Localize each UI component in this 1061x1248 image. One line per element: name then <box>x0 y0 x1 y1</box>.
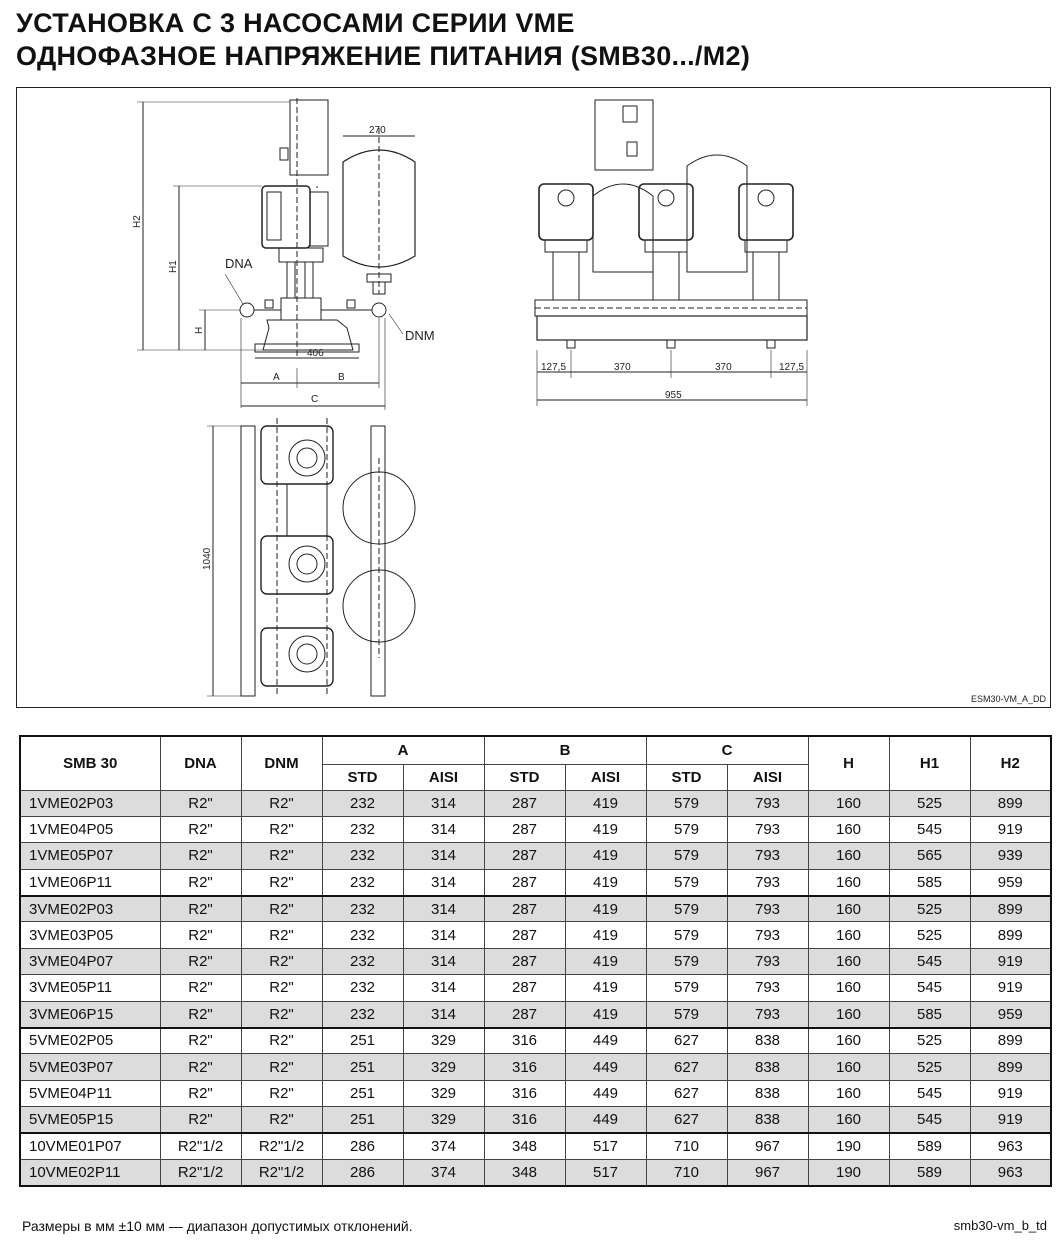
cell-b-std: 287 <box>484 790 565 816</box>
table-row <box>20 1080 1051 1106</box>
cell-h: 160 <box>808 896 889 922</box>
cell-model: 1VME05P07 <box>20 843 160 869</box>
cell-a-std: 232 <box>322 1001 403 1027</box>
cell-h1: 525 <box>889 922 970 948</box>
cell-b-aisi: 419 <box>565 816 646 842</box>
dim-127-5-right-label: 127,5 <box>779 362 805 373</box>
cell-b-std: 316 <box>484 1107 565 1133</box>
dim-370-left-label: 370 <box>614 362 631 373</box>
cell-h: 160 <box>808 975 889 1001</box>
cell-a-std: 232 <box>322 790 403 816</box>
cell-b-std: 287 <box>484 948 565 974</box>
spec-table-container <box>19 735 1050 1187</box>
cell-h1: 565 <box>889 843 970 869</box>
dim-h2-label: H2 <box>132 215 143 228</box>
cell-h2: 919 <box>970 975 1051 1001</box>
drawing-code: ESM30-VM_A_DD <box>970 694 1046 704</box>
cell-h: 160 <box>808 1080 889 1106</box>
cell-h2: 963 <box>970 1133 1051 1159</box>
cell-dna: R2" <box>160 1080 241 1106</box>
cell-b-aisi: 419 <box>565 790 646 816</box>
dna-label: DNA <box>225 256 253 271</box>
cell-h: 160 <box>808 1107 889 1133</box>
dim-955-label: 955 <box>665 390 682 401</box>
dim-127-5-left-label: 127,5 <box>541 362 567 373</box>
dim-c-label: C <box>311 394 319 405</box>
cell-h1: 585 <box>889 1001 970 1027</box>
cell-b-std: 287 <box>484 975 565 1001</box>
cell-h: 160 <box>808 1001 889 1027</box>
cell-b-std: 287 <box>484 1001 565 1027</box>
cell-dnm: R2" <box>241 790 322 816</box>
cell-a-std: 286 <box>322 1159 403 1185</box>
cell-a-aisi: 329 <box>403 1080 484 1106</box>
cell-model: 5VME05P15 <box>20 1107 160 1133</box>
cell-a-std: 251 <box>322 1080 403 1106</box>
cell-h: 160 <box>808 790 889 816</box>
col-header-b: B <box>484 736 646 764</box>
drawing-svg <box>17 88 1052 709</box>
cell-h1: 589 <box>889 1133 970 1159</box>
cell-c-std: 627 <box>646 1028 727 1054</box>
footnote: Размеры в мм ±10 мм — диапазон допустимых отклонений. <box>22 1218 413 1234</box>
cell-h2: 899 <box>970 896 1051 922</box>
cell-dnm: R2" <box>241 1054 322 1080</box>
cell-h2: 919 <box>970 816 1051 842</box>
cell-dna: R2" <box>160 843 241 869</box>
cell-h: 160 <box>808 869 889 895</box>
cell-b-std: 348 <box>484 1159 565 1185</box>
sub-header-c-aisi: AISI <box>727 764 808 790</box>
cell-dnm: R2"1/2 <box>241 1159 322 1185</box>
cell-c-std: 579 <box>646 975 727 1001</box>
cell-a-aisi: 314 <box>403 948 484 974</box>
cell-c-aisi: 793 <box>727 790 808 816</box>
cell-model: 1VME02P03 <box>20 790 160 816</box>
cell-h1: 589 <box>889 1159 970 1185</box>
dim-h1-label: H1 <box>168 260 179 273</box>
page-title-line-1: УСТАНОВКА С 3 НАСОСАМИ СЕРИИ VME <box>16 8 575 38</box>
cell-h2: 959 <box>970 1001 1051 1027</box>
cell-dnm: R2"1/2 <box>241 1133 322 1159</box>
table-row <box>20 1107 1051 1133</box>
col-header-c: C <box>646 736 808 764</box>
cell-model: 5VME03P07 <box>20 1054 160 1080</box>
cell-a-aisi: 314 <box>403 843 484 869</box>
cell-dna: R2" <box>160 922 241 948</box>
table-row <box>20 816 1051 842</box>
cell-model: 3VME03P05 <box>20 922 160 948</box>
cell-b-std: 287 <box>484 896 565 922</box>
cell-dna: R2" <box>160 1001 241 1027</box>
cell-dnm: R2" <box>241 1001 322 1027</box>
col-header-dna: DNA <box>160 736 241 790</box>
cell-c-aisi: 838 <box>727 1054 808 1080</box>
technical-drawing <box>16 87 1051 708</box>
cell-h2: 899 <box>970 922 1051 948</box>
cell-dnm: R2" <box>241 1107 322 1133</box>
cell-b-std: 316 <box>484 1054 565 1080</box>
dnm-label: DNM <box>405 328 435 343</box>
cell-h2: 963 <box>970 1159 1051 1185</box>
cell-a-aisi: 374 <box>403 1159 484 1185</box>
cell-c-aisi: 793 <box>727 896 808 922</box>
table-row <box>20 975 1051 1001</box>
cell-dna: R2"1/2 <box>160 1159 241 1185</box>
cell-dna: R2" <box>160 896 241 922</box>
cell-c-std: 579 <box>646 869 727 895</box>
cell-b-std: 287 <box>484 843 565 869</box>
cell-a-aisi: 314 <box>403 816 484 842</box>
cell-a-aisi: 314 <box>403 896 484 922</box>
cell-h2: 939 <box>970 843 1051 869</box>
cell-b-std: 316 <box>484 1080 565 1106</box>
cell-c-aisi: 967 <box>727 1133 808 1159</box>
cell-dnm: R2" <box>241 816 322 842</box>
table-row <box>20 1001 1051 1027</box>
cell-c-std: 579 <box>646 948 727 974</box>
cell-a-std: 232 <box>322 896 403 922</box>
cell-h1: 525 <box>889 790 970 816</box>
cell-dnm: R2" <box>241 1028 322 1054</box>
table-row <box>20 843 1051 869</box>
cell-dnm: R2" <box>241 1080 322 1106</box>
cell-dna: R2" <box>160 975 241 1001</box>
cell-c-aisi: 838 <box>727 1080 808 1106</box>
table-row <box>20 896 1051 922</box>
cell-model: 5VME04P11 <box>20 1080 160 1106</box>
cell-h1: 545 <box>889 816 970 842</box>
cell-c-aisi: 967 <box>727 1159 808 1185</box>
side-view <box>137 98 415 410</box>
table-row <box>20 1133 1051 1159</box>
cell-h: 160 <box>808 816 889 842</box>
cell-model: 5VME02P05 <box>20 1028 160 1054</box>
col-header-h1: H1 <box>889 736 970 790</box>
cell-h: 160 <box>808 1028 889 1054</box>
cell-a-aisi: 314 <box>403 790 484 816</box>
cell-dna: R2" <box>160 869 241 895</box>
cell-dna: R2" <box>160 948 241 974</box>
cell-h: 160 <box>808 922 889 948</box>
cell-a-std: 232 <box>322 843 403 869</box>
cell-h2: 919 <box>970 1080 1051 1106</box>
col-header-dnm: DNM <box>241 736 322 790</box>
cell-b-std: 287 <box>484 869 565 895</box>
cell-a-std: 251 <box>322 1107 403 1133</box>
cell-b-aisi: 449 <box>565 1080 646 1106</box>
cell-dnm: R2" <box>241 843 322 869</box>
cell-model: 3VME04P07 <box>20 948 160 974</box>
cell-model: 1VME06P11 <box>20 869 160 895</box>
cell-c-std: 710 <box>646 1133 727 1159</box>
cell-b-aisi: 419 <box>565 975 646 1001</box>
cell-a-std: 232 <box>322 975 403 1001</box>
cell-b-std: 348 <box>484 1133 565 1159</box>
cell-c-aisi: 793 <box>727 843 808 869</box>
cell-b-aisi: 449 <box>565 1028 646 1054</box>
cell-a-std: 232 <box>322 869 403 895</box>
cell-b-aisi: 419 <box>565 922 646 948</box>
cell-c-aisi: 793 <box>727 975 808 1001</box>
cell-b-aisi: 517 <box>565 1159 646 1185</box>
cell-c-std: 627 <box>646 1054 727 1080</box>
cell-a-std: 251 <box>322 1028 403 1054</box>
cell-model: 3VME05P11 <box>20 975 160 1001</box>
cell-h1: 545 <box>889 1107 970 1133</box>
cell-model: 3VME06P15 <box>20 1001 160 1027</box>
document-code: smb30-vm_b_td <box>953 1218 1047 1233</box>
front-view <box>535 100 807 406</box>
sub-header-b-aisi: AISI <box>565 764 646 790</box>
cell-a-aisi: 314 <box>403 922 484 948</box>
col-header-a: A <box>322 736 484 764</box>
cell-h2: 899 <box>970 1054 1051 1080</box>
cell-h: 190 <box>808 1159 889 1185</box>
cell-c-aisi: 793 <box>727 1001 808 1027</box>
cell-dna: R2" <box>160 1028 241 1054</box>
col-header-h: H <box>808 736 889 790</box>
cell-model: 3VME02P03 <box>20 896 160 922</box>
cell-b-std: 287 <box>484 816 565 842</box>
cell-h: 160 <box>808 1054 889 1080</box>
cell-h2: 919 <box>970 1107 1051 1133</box>
dim-a-label: A <box>273 372 280 383</box>
cell-dnm: R2" <box>241 869 322 895</box>
cell-a-std: 232 <box>322 948 403 974</box>
table-row <box>20 922 1051 948</box>
cell-h1: 545 <box>889 1080 970 1106</box>
cell-b-std: 287 <box>484 922 565 948</box>
cell-c-aisi: 793 <box>727 869 808 895</box>
cell-b-std: 316 <box>484 1028 565 1054</box>
spec-table <box>19 735 1052 1187</box>
cell-h1: 525 <box>889 896 970 922</box>
cell-h1: 585 <box>889 869 970 895</box>
sub-header-b-std: STD <box>484 764 565 790</box>
cell-a-aisi: 314 <box>403 869 484 895</box>
dim-h-label: H <box>194 326 205 334</box>
cell-c-std: 710 <box>646 1159 727 1185</box>
dim-406-label: 406 <box>307 348 324 359</box>
col-header-h2: H2 <box>970 736 1051 790</box>
cell-model: 10VME02P11 <box>20 1159 160 1185</box>
cell-h2: 919 <box>970 948 1051 974</box>
cell-c-std: 579 <box>646 843 727 869</box>
cell-h: 190 <box>808 1133 889 1159</box>
dim-270-label: 270 <box>369 125 386 136</box>
cell-h2: 899 <box>970 790 1051 816</box>
cell-a-aisi: 314 <box>403 975 484 1001</box>
sub-header-a-std: STD <box>322 764 403 790</box>
cell-b-aisi: 419 <box>565 869 646 895</box>
cell-dnm: R2" <box>241 896 322 922</box>
cell-c-aisi: 838 <box>727 1028 808 1054</box>
cell-h: 160 <box>808 843 889 869</box>
cell-h1: 525 <box>889 1028 970 1054</box>
cell-h1: 545 <box>889 975 970 1001</box>
cell-a-std: 286 <box>322 1133 403 1159</box>
spec-table-body <box>20 790 1051 1186</box>
cell-a-std: 232 <box>322 922 403 948</box>
table-row <box>20 790 1051 816</box>
cell-h1: 545 <box>889 948 970 974</box>
cell-c-std: 579 <box>646 896 727 922</box>
cell-dna: R2" <box>160 790 241 816</box>
cell-dna: R2" <box>160 1054 241 1080</box>
table-row <box>20 1159 1051 1185</box>
cell-a-aisi: 329 <box>403 1054 484 1080</box>
cell-b-aisi: 449 <box>565 1054 646 1080</box>
cell-h: 160 <box>808 948 889 974</box>
sub-header-a-aisi: AISI <box>403 764 484 790</box>
cell-dna: R2"1/2 <box>160 1133 241 1159</box>
cell-a-std: 251 <box>322 1054 403 1080</box>
table-row <box>20 1054 1051 1080</box>
col-header-model: SMB 30 <box>20 736 160 790</box>
dim-370-right-label: 370 <box>715 362 732 373</box>
cell-dnm: R2" <box>241 975 322 1001</box>
cell-c-std: 627 <box>646 1080 727 1106</box>
cell-a-std: 232 <box>322 816 403 842</box>
cell-dna: R2" <box>160 816 241 842</box>
cell-dnm: R2" <box>241 922 322 948</box>
cell-c-aisi: 793 <box>727 922 808 948</box>
cell-a-aisi: 314 <box>403 1001 484 1027</box>
table-row <box>20 1028 1051 1054</box>
cell-c-aisi: 838 <box>727 1107 808 1133</box>
cell-b-aisi: 419 <box>565 896 646 922</box>
cell-b-aisi: 449 <box>565 1107 646 1133</box>
cell-model: 1VME04P05 <box>20 816 160 842</box>
cell-b-aisi: 517 <box>565 1133 646 1159</box>
cell-c-std: 579 <box>646 1001 727 1027</box>
dim-1040-label: 1040 <box>202 547 213 570</box>
cell-c-aisi: 793 <box>727 816 808 842</box>
cell-b-aisi: 419 <box>565 843 646 869</box>
top-view <box>207 418 415 696</box>
cell-h2: 899 <box>970 1028 1051 1054</box>
cell-a-aisi: 329 <box>403 1107 484 1133</box>
cell-h1: 525 <box>889 1054 970 1080</box>
page-title-line-2: ОДНОФАЗНОЕ НАПРЯЖЕНИЕ ПИТАНИЯ (SMB30.../M2) <box>16 41 751 71</box>
cell-c-std: 579 <box>646 816 727 842</box>
cell-a-aisi: 329 <box>403 1028 484 1054</box>
cell-dnm: R2" <box>241 948 322 974</box>
cell-dna: R2" <box>160 1107 241 1133</box>
sub-header-c-std: STD <box>646 764 727 790</box>
cell-b-aisi: 419 <box>565 1001 646 1027</box>
cell-a-aisi: 374 <box>403 1133 484 1159</box>
cell-b-aisi: 419 <box>565 948 646 974</box>
cell-c-std: 627 <box>646 1107 727 1133</box>
cell-h2: 959 <box>970 869 1051 895</box>
table-row <box>20 948 1051 974</box>
cell-c-std: 579 <box>646 790 727 816</box>
cell-model: 10VME01P07 <box>20 1133 160 1159</box>
cell-c-aisi: 793 <box>727 948 808 974</box>
cell-c-std: 579 <box>646 922 727 948</box>
dim-b-label: B <box>338 372 345 383</box>
table-row <box>20 869 1051 895</box>
